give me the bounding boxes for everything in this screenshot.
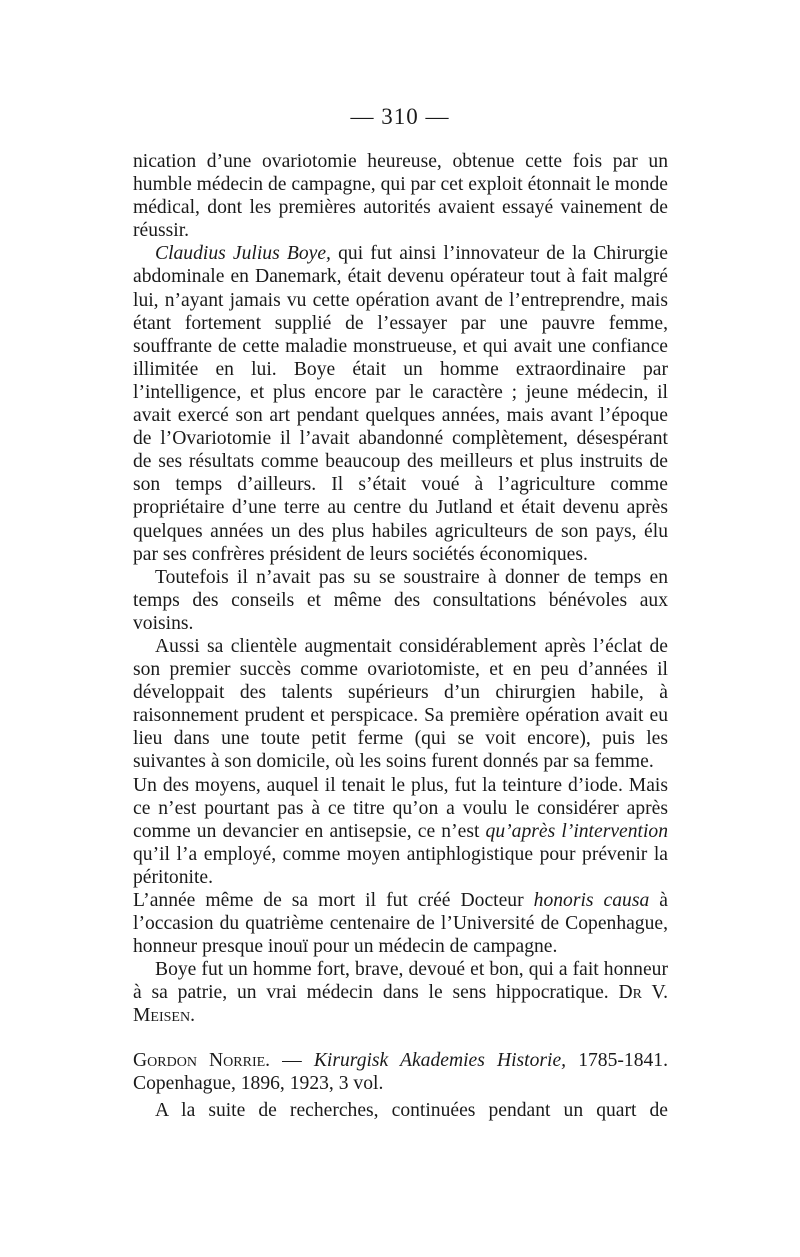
paragraph-6-text-a: L’année même de sa mort il fut créé Docteur [133, 890, 534, 911]
paragraph-2-text: qui fut ainsi l’innovateur de la Chirurgie abdominale en Danemark, était devenu opérateur tout à fait malgré lui, n’ayant jamais vu cette opération avant de l’entreprendre, mais étant fortement supplié de l’essayer par une pauvre femme, souffrante de cette maladie monstrueuse, et qui avait une confiance illimitée en lui. Boye était un homme extraordinaire par l’intelligence, et plus encore par le caractère ; jeune médecin, il avait exercé son art pendant quelques années, mais avant l’époque de l’Ovariotomie il l’avait abandonné complètement, désespérant de ses résultats comme beaucoup des meilleurs et plus instruits de son temps d’ailleurs. Il s’était voué à l’agriculture comme propriétaire d’une terre au centre du Jutland et était devenu après quelques années un des plus habiles agriculteurs de son pays, élu par ses confrères président de leurs sociétés économiques. [133, 243, 668, 565]
paragraph-6-text-b: à l’occasion du quatrième centenaire de l’Université de Copenhague, honneur presque inouï pour un médecin de campagne. [133, 890, 668, 958]
bibliography-details: 1785-1841. Copenhague, 1896, 1923, 3 vol. [133, 1049, 668, 1094]
bibliography-dash: — [270, 1049, 314, 1071]
paragraph-5-text-a: Un des moyens, auquel il tenait le plus, fut la teinture d’iode. Mais ce n’est pourtant pas à ce titre qu’on a voulu le considérer après comme un devancier en antisepsie, ce n’est [133, 774, 668, 842]
body-text [133, 150, 668, 1122]
paragraph-6 [133, 889, 668, 958]
paragraph-6-italic: honoris causa [533, 890, 650, 911]
paragraph-7-text: Boye fut un homme fort, brave, devoué et bon, qui a fait honneur à sa patrie, un vrai médecin dans le sens hippocratique. [133, 959, 668, 1004]
bibliography-author: Gordon Norrie. [133, 1049, 271, 1071]
paragraph-1: nication d’une ovariotomie heureuse, obtenue cette fois par un humble médecin de campagne, qui par cet exploit étonnait le monde médical, dont les premières autorités avaient essayé vainement de réussir. [133, 151, 668, 242]
paragraph-3: Toutefois il n’avait pas su se soustraire à donner de temps en temps des conseils et même des consultations bénévoles aux voisins. [133, 566, 668, 634]
person-name-italic: Claudius Julius Boye, [155, 243, 331, 265]
paragraph-5-italic: qu’après l’intervention [485, 820, 668, 842]
continuation-paragraph: A la suite de recherches, continuées pendant un quart de [155, 1099, 668, 1121]
paragraph-5 [133, 774, 668, 889]
bibliography-title: Kirurgisk Akademies Historie, [313, 1049, 567, 1071]
paragraph-7 [133, 958, 668, 1027]
author-signature: Dr V. Meisen. [133, 982, 669, 1027]
bibliography-entry [133, 1049, 668, 1095]
paragraph-5-text-b: qu’il l’a employé, comme moyen antiphlogistique pour prévenir la péritonite. [133, 843, 668, 888]
page-number: — 310 — [350, 104, 450, 129]
paragraph-4: Aussi sa clientèle augmentait considérablement après l’éclat de son premier succès comme ovariotomiste, et en peu d’années il développait des talents supérieurs d’un chirurgien habile, à raisonnement prudent et perspicace. Sa première opération avait eu lieu dans une toute petit ferme (qui se voit encore), puis les suivantes à son domicile, où les soins furent donnés par sa femme. [133, 635, 668, 773]
paragraph-2 [133, 242, 668, 565]
